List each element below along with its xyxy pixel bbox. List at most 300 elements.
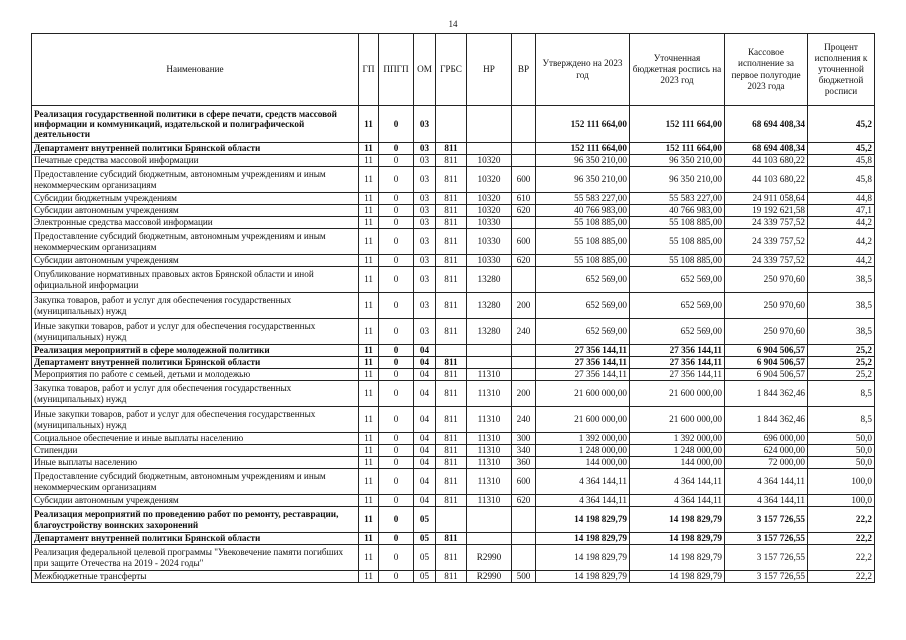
row-vr-cell: 200: [512, 381, 536, 407]
row-om-cell: 04: [414, 445, 436, 457]
row-vr-cell: [512, 357, 536, 369]
row-vr-cell: 620: [512, 205, 536, 217]
row-approved-cell: 55 108 885,00: [536, 217, 630, 229]
row-approved-cell: 40 766 983,00: [536, 205, 630, 217]
row-om-cell: 05: [414, 507, 436, 533]
row-pgp-cell: 0: [379, 457, 414, 469]
table-header-row: [32, 34, 875, 106]
row-approved-cell: 1 248 000,00: [536, 445, 630, 457]
table-row: [32, 571, 875, 583]
row-grbs-cell: [436, 106, 467, 143]
row-pgp-cell: 0: [379, 319, 414, 345]
row-name-cell: Закупка товаров, работ и услуг для обеспечения государственных (муниципальных) нужд: [32, 293, 359, 319]
row-gp-cell: 11: [359, 433, 379, 445]
row-name-cell: Департамент внутренней политики Брянской области: [32, 533, 359, 545]
row-grbs-cell: 811: [436, 143, 467, 155]
row-percent-cell: 100,0: [808, 495, 875, 507]
row-approved-cell: 14 198 829,79: [536, 507, 630, 533]
row-approved-cell: 21 600 000,00: [536, 381, 630, 407]
row-nr-cell: R2990: [467, 545, 512, 571]
row-om-cell: 05: [414, 571, 436, 583]
row-om-cell: 03: [414, 229, 436, 255]
row-approved-cell: 27 356 144,11: [536, 357, 630, 369]
row-grbs-cell: 811: [436, 545, 467, 571]
row-cash-cell: 3 157 726,55: [725, 533, 808, 545]
row-name-cell: Департамент внутренней политики Брянской области: [32, 357, 359, 369]
row-name-cell: Предоставление субсидий бюджетным, автономным учреждениям и иным некоммерческим организациям: [32, 469, 359, 495]
row-gp-cell: 11: [359, 469, 379, 495]
row-pgp-cell: 0: [379, 407, 414, 433]
row-nr-cell: 10330: [467, 217, 512, 229]
row-name-cell: Предоставление субсидий бюджетным, автономным учреждениям и иным некоммерческим организациям: [32, 229, 359, 255]
row-vr-cell: [512, 155, 536, 167]
column-header-grbs: ГРБС: [436, 34, 467, 106]
row-approved-cell: 152 111 664,00: [536, 143, 630, 155]
table-row: [32, 217, 875, 229]
row-cash-cell: 250 970,60: [725, 319, 808, 345]
row-revised-cell: 152 111 664,00: [630, 143, 725, 155]
row-nr-cell: [467, 345, 512, 357]
row-nr-cell: 11310: [467, 469, 512, 495]
row-revised-cell: 21 600 000,00: [630, 407, 725, 433]
table-row: [32, 255, 875, 267]
row-name-cell: Стипендии: [32, 445, 359, 457]
row-percent-cell: 25,2: [808, 345, 875, 357]
row-percent-cell: 50,0: [808, 457, 875, 469]
row-pgp-cell: 0: [379, 345, 414, 357]
table-row: [32, 167, 875, 193]
table-row: [32, 369, 875, 381]
row-pgp-cell: 0: [379, 167, 414, 193]
row-nr-cell: [467, 533, 512, 545]
row-percent-cell: 44,2: [808, 255, 875, 267]
row-om-cell: 05: [414, 533, 436, 545]
row-vr-cell: 200: [512, 293, 536, 319]
table-row: [32, 143, 875, 155]
row-approved-cell: 55 108 885,00: [536, 255, 630, 267]
row-nr-cell: 11310: [467, 445, 512, 457]
column-header-pgp: ППГП: [379, 34, 414, 106]
row-vr-cell: 600: [512, 469, 536, 495]
row-percent-cell: 50,0: [808, 445, 875, 457]
row-gp-cell: 11: [359, 571, 379, 583]
row-gp-cell: 11: [359, 205, 379, 217]
row-pgp-cell: 0: [379, 255, 414, 267]
row-pgp-cell: 0: [379, 369, 414, 381]
row-percent-cell: 38,5: [808, 293, 875, 319]
row-name-cell: Мероприятия по работе с семьей, детьми и молодежью: [32, 369, 359, 381]
row-nr-cell: 13280: [467, 319, 512, 345]
row-om-cell: 04: [414, 345, 436, 357]
row-grbs-cell: 811: [436, 205, 467, 217]
row-revised-cell: 21 600 000,00: [630, 381, 725, 407]
row-percent-cell: 22,2: [808, 545, 875, 571]
row-gp-cell: 11: [359, 167, 379, 193]
row-vr-cell: [512, 533, 536, 545]
row-approved-cell: 27 356 144,11: [536, 369, 630, 381]
row-name-cell: Печатные средства массовой информации: [32, 155, 359, 167]
row-revised-cell: 55 108 885,00: [630, 229, 725, 255]
table-body: [32, 106, 875, 583]
table-row: [32, 495, 875, 507]
row-cash-cell: 24 339 757,52: [725, 255, 808, 267]
row-om-cell: 03: [414, 193, 436, 205]
row-approved-cell: 96 350 210,00: [536, 167, 630, 193]
row-vr-cell: [512, 369, 536, 381]
row-om-cell: 03: [414, 167, 436, 193]
row-name-cell: Субсидии автономным учреждениям: [32, 255, 359, 267]
row-nr-cell: 10320: [467, 205, 512, 217]
table-row: [32, 155, 875, 167]
page-number: 14: [448, 19, 458, 29]
table-row: [32, 193, 875, 205]
table-row: [32, 533, 875, 545]
row-cash-cell: 250 970,60: [725, 267, 808, 293]
row-name-cell: Опубликование нормативных правовых актов Брянской области и иной официальной информации: [32, 267, 359, 293]
row-gp-cell: 11: [359, 507, 379, 533]
column-header-gp: ГП: [359, 34, 379, 106]
row-approved-cell: 4 364 144,11: [536, 495, 630, 507]
row-om-cell: 04: [414, 495, 436, 507]
row-grbs-cell: 811: [436, 167, 467, 193]
table-row: [32, 345, 875, 357]
row-approved-cell: 14 198 829,79: [536, 533, 630, 545]
row-pgp-cell: 0: [379, 229, 414, 255]
row-percent-cell: 44,2: [808, 229, 875, 255]
row-pgp-cell: 0: [379, 293, 414, 319]
row-cash-cell: 6 904 506,57: [725, 369, 808, 381]
row-grbs-cell: 811: [436, 495, 467, 507]
row-nr-cell: 10330: [467, 255, 512, 267]
row-approved-cell: 144 000,00: [536, 457, 630, 469]
row-cash-cell: 696 000,00: [725, 433, 808, 445]
row-gp-cell: 11: [359, 255, 379, 267]
row-om-cell: 03: [414, 255, 436, 267]
table-row: [32, 381, 875, 407]
row-percent-cell: 45,2: [808, 143, 875, 155]
row-vr-cell: 340: [512, 445, 536, 457]
row-name-cell: Предоставление субсидий бюджетным, автономным учреждениям и иным некоммерческим организациям: [32, 167, 359, 193]
row-gp-cell: 11: [359, 457, 379, 469]
row-grbs-cell: [436, 507, 467, 533]
row-pgp-cell: 0: [379, 357, 414, 369]
row-name-cell: Субсидии автономным учреждениям: [32, 495, 359, 507]
row-grbs-cell: [436, 345, 467, 357]
row-gp-cell: 11: [359, 293, 379, 319]
table-row: [32, 433, 875, 445]
row-gp-cell: 11: [359, 445, 379, 457]
row-revised-cell: 27 356 144,11: [630, 357, 725, 369]
row-pgp-cell: 0: [379, 217, 414, 229]
row-revised-cell: 27 356 144,11: [630, 345, 725, 357]
table-row: [32, 507, 875, 533]
row-nr-cell: 11310: [467, 433, 512, 445]
row-revised-cell: 1 248 000,00: [630, 445, 725, 457]
row-grbs-cell: 811: [436, 445, 467, 457]
row-gp-cell: 11: [359, 193, 379, 205]
row-approved-cell: 96 350 210,00: [536, 155, 630, 167]
row-pgp-cell: 0: [379, 571, 414, 583]
row-om-cell: 04: [414, 357, 436, 369]
row-pgp-cell: 0: [379, 445, 414, 457]
table-row: [32, 407, 875, 433]
row-grbs-cell: 811: [436, 433, 467, 445]
row-grbs-cell: 811: [436, 469, 467, 495]
row-om-cell: 04: [414, 407, 436, 433]
row-cash-cell: 44 103 680,22: [725, 155, 808, 167]
row-name-cell: Иные закупки товаров, работ и услуг для обеспечения государственных (муниципальных) нужд: [32, 319, 359, 345]
row-gp-cell: 11: [359, 319, 379, 345]
row-vr-cell: [512, 345, 536, 357]
row-percent-cell: 47,1: [808, 205, 875, 217]
row-revised-cell: 14 198 829,79: [630, 507, 725, 533]
row-grbs-cell: 811: [436, 293, 467, 319]
row-om-cell: 04: [414, 457, 436, 469]
row-name-cell: Субсидии автономным учреждениям: [32, 205, 359, 217]
row-name-cell: Субсидии бюджетным учреждениям: [32, 193, 359, 205]
row-grbs-cell: 811: [436, 193, 467, 205]
row-grbs-cell: 811: [436, 533, 467, 545]
row-approved-cell: 4 364 144,11: [536, 469, 630, 495]
column-header-nr: НР: [467, 34, 512, 106]
row-vr-cell: 620: [512, 255, 536, 267]
column-header-revised: Уточненная бюджетная роспись на 2023 год: [630, 34, 725, 106]
row-cash-cell: 68 694 408,34: [725, 143, 808, 155]
row-name-cell: Социальное обеспечение и иные выплаты населению: [32, 433, 359, 445]
row-pgp-cell: 0: [379, 381, 414, 407]
row-gp-cell: 11: [359, 381, 379, 407]
row-nr-cell: 10330: [467, 229, 512, 255]
row-pgp-cell: 0: [379, 143, 414, 155]
row-cash-cell: 1 844 362,46: [725, 381, 808, 407]
row-name-cell: Иные закупки товаров, работ и услуг для обеспечения государственных (муниципальных) нужд: [32, 407, 359, 433]
row-nr-cell: 10320: [467, 193, 512, 205]
row-vr-cell: [512, 267, 536, 293]
row-revised-cell: 27 356 144,11: [630, 369, 725, 381]
row-cash-cell: 6 904 506,57: [725, 357, 808, 369]
row-name-cell: Электронные средства массовой информации: [32, 217, 359, 229]
row-grbs-cell: 811: [436, 255, 467, 267]
row-gp-cell: 11: [359, 345, 379, 357]
row-nr-cell: 11310: [467, 369, 512, 381]
row-grbs-cell: 811: [436, 357, 467, 369]
row-revised-cell: 96 350 210,00: [630, 167, 725, 193]
row-nr-cell: 11310: [467, 407, 512, 433]
row-approved-cell: 14 198 829,79: [536, 545, 630, 571]
row-cash-cell: 4 364 144,11: [725, 469, 808, 495]
row-revised-cell: 40 766 983,00: [630, 205, 725, 217]
row-revised-cell: 4 364 144,11: [630, 469, 725, 495]
budget-execution-table: [31, 33, 875, 583]
table-row: [32, 293, 875, 319]
row-grbs-cell: 811: [436, 369, 467, 381]
row-percent-cell: 8,5: [808, 381, 875, 407]
table-row: [32, 545, 875, 571]
row-cash-cell: 1 844 362,46: [725, 407, 808, 433]
column-header-vr: ВР: [512, 34, 536, 106]
table-row: [32, 106, 875, 143]
row-om-cell: 04: [414, 369, 436, 381]
row-om-cell: 04: [414, 381, 436, 407]
table-row: [32, 319, 875, 345]
row-nr-cell: 11310: [467, 381, 512, 407]
row-revised-cell: 152 111 664,00: [630, 106, 725, 143]
row-vr-cell: 620: [512, 495, 536, 507]
row-pgp-cell: 0: [379, 495, 414, 507]
column-header-name: Наименование: [32, 34, 359, 106]
table-row: [32, 267, 875, 293]
row-vr-cell: [512, 106, 536, 143]
row-grbs-cell: 811: [436, 571, 467, 583]
row-om-cell: 03: [414, 217, 436, 229]
row-pgp-cell: 0: [379, 205, 414, 217]
row-gp-cell: 11: [359, 545, 379, 571]
row-cash-cell: 19 192 621,58: [725, 205, 808, 217]
row-name-cell: Реализация мероприятий в сфере молодежной политики: [32, 345, 359, 357]
row-om-cell: 04: [414, 433, 436, 445]
row-revised-cell: 652 569,00: [630, 293, 725, 319]
row-cash-cell: 24 339 757,52: [725, 229, 808, 255]
row-cash-cell: 624 000,00: [725, 445, 808, 457]
row-pgp-cell: 0: [379, 469, 414, 495]
row-nr-cell: 10320: [467, 155, 512, 167]
row-nr-cell: [467, 143, 512, 155]
row-gp-cell: 11: [359, 495, 379, 507]
row-revised-cell: 144 000,00: [630, 457, 725, 469]
row-nr-cell: 13280: [467, 293, 512, 319]
column-header-approved: Утверждено на 2023 год: [536, 34, 630, 106]
row-om-cell: 03: [414, 106, 436, 143]
row-approved-cell: 152 111 664,00: [536, 106, 630, 143]
row-approved-cell: 652 569,00: [536, 293, 630, 319]
row-gp-cell: 11: [359, 357, 379, 369]
row-vr-cell: 610: [512, 193, 536, 205]
table-row: [32, 445, 875, 457]
row-revised-cell: 1 392 000,00: [630, 433, 725, 445]
row-om-cell: 03: [414, 267, 436, 293]
row-percent-cell: 22,2: [808, 533, 875, 545]
row-nr-cell: [467, 106, 512, 143]
table-row: [32, 205, 875, 217]
row-cash-cell: 6 904 506,57: [725, 345, 808, 357]
row-gp-cell: 11: [359, 267, 379, 293]
table-row: [32, 357, 875, 369]
row-percent-cell: 25,2: [808, 357, 875, 369]
row-om-cell: 03: [414, 205, 436, 217]
row-grbs-cell: 811: [436, 457, 467, 469]
row-approved-cell: 14 198 829,79: [536, 571, 630, 583]
row-grbs-cell: 811: [436, 217, 467, 229]
row-revised-cell: 14 198 829,79: [630, 533, 725, 545]
row-nr-cell: 10320: [467, 167, 512, 193]
row-pgp-cell: 0: [379, 507, 414, 533]
row-vr-cell: [512, 217, 536, 229]
row-cash-cell: 3 157 726,55: [725, 507, 808, 533]
row-vr-cell: 240: [512, 407, 536, 433]
column-header-om: ОМ: [414, 34, 436, 106]
row-pgp-cell: 0: [379, 267, 414, 293]
row-revised-cell: 14 198 829,79: [630, 571, 725, 583]
column-header-cash: Кассовое исполнение за первое полугодие 2023 года: [725, 34, 808, 106]
row-vr-cell: 600: [512, 167, 536, 193]
row-percent-cell: 38,5: [808, 319, 875, 345]
column-header-percent: Процент исполнения к уточненной бюджетной росписи: [808, 34, 875, 106]
row-percent-cell: 8,5: [808, 407, 875, 433]
row-percent-cell: 44,2: [808, 217, 875, 229]
row-revised-cell: 14 198 829,79: [630, 545, 725, 571]
row-nr-cell: 11310: [467, 495, 512, 507]
row-approved-cell: 21 600 000,00: [536, 407, 630, 433]
row-om-cell: 03: [414, 155, 436, 167]
row-grbs-cell: 811: [436, 319, 467, 345]
row-nr-cell: R2990: [467, 571, 512, 583]
row-percent-cell: 38,5: [808, 267, 875, 293]
row-gp-cell: 11: [359, 106, 379, 143]
row-om-cell: 03: [414, 319, 436, 345]
row-pgp-cell: 0: [379, 545, 414, 571]
row-revised-cell: 55 108 885,00: [630, 255, 725, 267]
row-nr-cell: [467, 507, 512, 533]
row-name-cell: Реализация государственной политики в сфере печати, средств массовой информации и коммуникаций, издательской и полиграфической деятельности: [32, 106, 359, 143]
row-nr-cell: 11310: [467, 457, 512, 469]
row-name-cell: Реализация федеральной целевой программы "Увековечение памяти погибших при защите Отечества на 2019 - 2024 годы": [32, 545, 359, 571]
row-approved-cell: 1 392 000,00: [536, 433, 630, 445]
row-gp-cell: 11: [359, 217, 379, 229]
row-vr-cell: 600: [512, 229, 536, 255]
row-pgp-cell: 0: [379, 155, 414, 167]
row-cash-cell: 44 103 680,22: [725, 167, 808, 193]
row-grbs-cell: 811: [436, 267, 467, 293]
row-om-cell: 03: [414, 143, 436, 155]
row-gp-cell: 11: [359, 229, 379, 255]
row-cash-cell: 3 157 726,55: [725, 571, 808, 583]
row-cash-cell: 24 339 757,52: [725, 217, 808, 229]
row-percent-cell: 25,2: [808, 369, 875, 381]
row-pgp-cell: 0: [379, 106, 414, 143]
row-percent-cell: 45,8: [808, 155, 875, 167]
row-grbs-cell: 811: [436, 155, 467, 167]
row-nr-cell: [467, 357, 512, 369]
table-row: [32, 469, 875, 495]
table-row: [32, 229, 875, 255]
row-gp-cell: 11: [359, 407, 379, 433]
row-revised-cell: 55 583 227,00: [630, 193, 725, 205]
row-grbs-cell: 811: [436, 381, 467, 407]
row-revised-cell: 55 108 885,00: [630, 217, 725, 229]
row-name-cell: Межбюджетные трансферты: [32, 571, 359, 583]
row-percent-cell: 22,2: [808, 507, 875, 533]
row-percent-cell: 44,8: [808, 193, 875, 205]
row-revised-cell: 96 350 210,00: [630, 155, 725, 167]
row-pgp-cell: 0: [379, 533, 414, 545]
row-om-cell: 05: [414, 545, 436, 571]
row-cash-cell: 68 694 408,34: [725, 106, 808, 143]
row-cash-cell: 72 000,00: [725, 457, 808, 469]
row-name-cell: Департамент внутренней политики Брянской области: [32, 143, 359, 155]
row-percent-cell: 45,2: [808, 106, 875, 143]
row-approved-cell: 55 108 885,00: [536, 229, 630, 255]
row-gp-cell: 11: [359, 143, 379, 155]
row-revised-cell: 652 569,00: [630, 319, 725, 345]
row-name-cell: Реализация мероприятий по проведению работ по ремонту, реставрации, благоустройству воинских захоронений: [32, 507, 359, 533]
row-nr-cell: 13280: [467, 267, 512, 293]
row-percent-cell: 100,0: [808, 469, 875, 495]
row-cash-cell: 250 970,60: [725, 293, 808, 319]
row-cash-cell: 3 157 726,55: [725, 545, 808, 571]
row-vr-cell: 240: [512, 319, 536, 345]
row-vr-cell: 300: [512, 433, 536, 445]
row-gp-cell: 11: [359, 369, 379, 381]
